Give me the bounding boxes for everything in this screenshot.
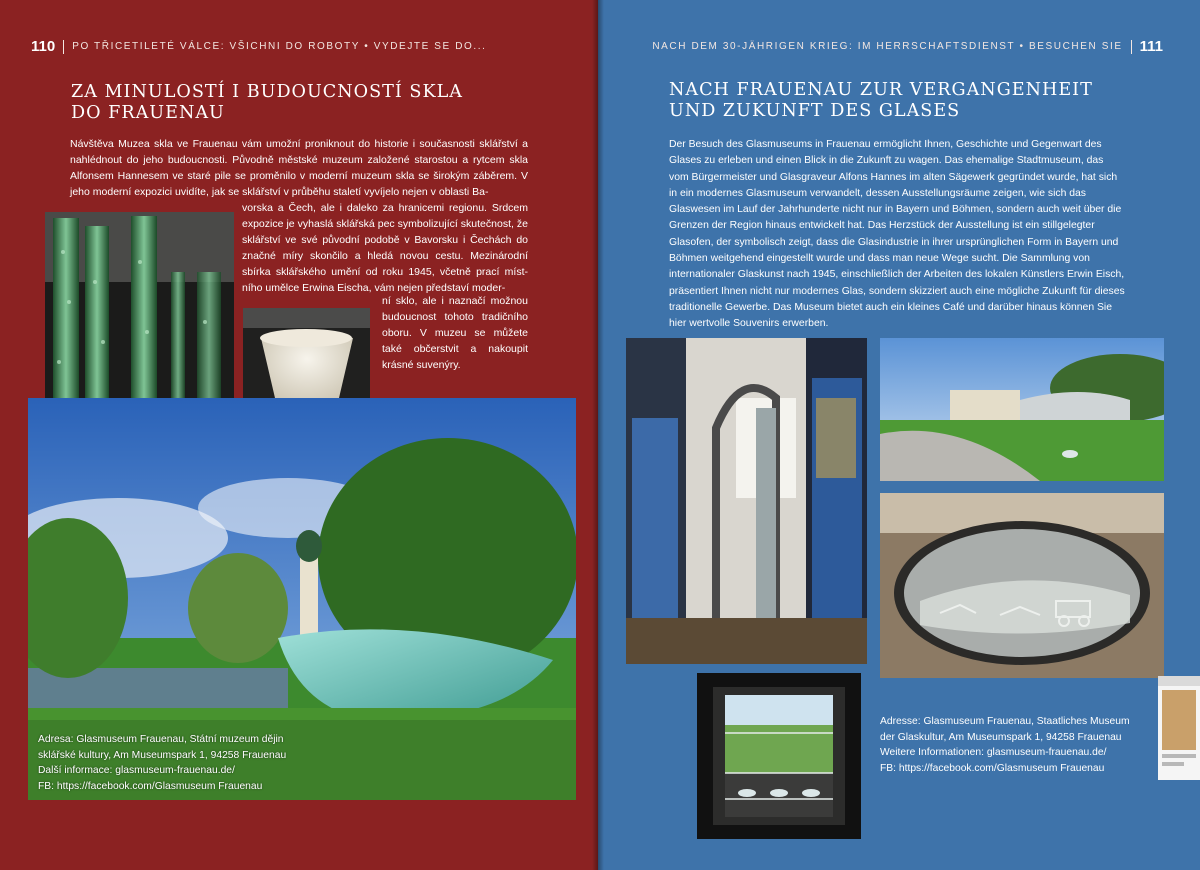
caption-line: FB: https://facebook.com/Glasmuseum Frauenau (38, 781, 263, 793)
right-running-head-text: NACH DEM 30-JÄHRIGEN KRIEG: IM HERRSCHAFTSDIENST • BESUCHEN SIE (652, 41, 1123, 52)
left-running-head-text: PO TŘICETILETÉ VÁLCE: VŠICHNI DO ROBOTY • VYDEJTE SE DO... (72, 41, 487, 52)
left-running-head (31, 38, 487, 55)
museum-exterior-photo (880, 338, 1164, 481)
left-page-title (71, 82, 463, 124)
left-title-line-2: DO FRAUENAU (71, 103, 225, 123)
right-title-line-1: NACH FRAUENAU ZUR VERGANGENHEIT (669, 80, 1093, 100)
left-body-paragraph-part-1: Návštěva Muzea skla ve Frauenau vám umožní proniknout do historie i současnosti sklářství a nahlédnout do jeho budoucnosti. Původně městské muzeum založené starostou a rytcem skla Alfonsem Hannesem ve staré pile se proměnilo v moderní muzeum skla se širokým záběrem. V jeho moderní expozici uvidíte, jak se sklářství v průběhu staletí vyvíjelo nejen v oblasti Ba- (70, 138, 528, 198)
left-title-line-1: ZA MINULOSTÍ I BUDOUCNOSTÍ SKLA (71, 82, 463, 102)
right-title-line-2: UND ZUKUNFT DES GLASES (669, 101, 961, 121)
right-body-paragraph: Der Besuch des Glasmuseums in Frauenau ermöglicht Ihnen, Geschichte und Gegenwart des Glases zu erleben und einen Blick in die Zukunft zu wagen. Das ehemalige Stadtmuseum, das vom Bürgermeister und Glasgraveur Alfons Hannes im alten Sägewerk gegründet wurde, hat sich in ein modernes Glasmuseum verwandelt, dessen Ausstellungsräume zeigen, wie sich das Glaswesen im Lauf der Jahrhunderte nicht nur in Bayern und Böhmen, sondern auch weit über die Grenzen der Region hinaus entwickelt hat. Das Herzstück der Ausstellung ist ein stillgelegter Glasofen, der symbolisch zeigt, dass die Glasindustrie in ihrer ursprünglichen Form in Bayern und Böhmen weitgehend eingestellt wurde und dass man neue Wege sucht. Die Sammlung von internationaler Glaskunst nach 1945, einschließlich der Arbeiten des lokalen Künstlers Erwin Eisch, präsentiert Ihnen nicht nur modernes Glas, sondern skizziert auch eine mögliche Zukunft für dieses traditionelle Gewerbe. Das Museum bietet auch ein kleines Café und darüber hinaus können Sie hier wertvolle Souvenirs erwerben. (669, 139, 1125, 330)
museum-interior-photo (626, 338, 867, 664)
left-body-paragraph-part-3: ní sklo, ale i naznačí možnou budoucnost tohoto tradičního oboru. V muzeu se můžete také občerstvit a nakoupit krásné suvenýry. (382, 295, 528, 371)
right-page-title (669, 80, 1093, 122)
caption-line: Adresse: Glasmuseum Frauenau, Staatliches Museum (880, 716, 1130, 727)
left-address-caption (38, 732, 308, 795)
overlay-window-thumbnail (1158, 676, 1200, 780)
left-page-number: 110 (31, 38, 56, 55)
right-page (598, 0, 1200, 870)
caption-line: sklářské kultury, Am Museumspark 1, 94258 Frauenau (38, 749, 287, 761)
caption-line: der Glaskultur, Am Museumspark 1, 94258 Frauenau (880, 731, 1122, 743)
caption-line: Weitere Informationen: glasmuseum-frauenau.de/ (880, 747, 1107, 759)
right-running-head (652, 38, 1163, 55)
left-page (0, 0, 598, 870)
display-cabinet-photo (697, 673, 861, 839)
running-head-divider (1131, 40, 1132, 54)
running-head-divider (63, 40, 64, 54)
right-page-number: 111 (1139, 38, 1163, 55)
engraved-glass-photo (880, 493, 1164, 678)
caption-line: FB: https://facebook.com/Glasmuseum Frauenau (880, 763, 1105, 775)
right-address-caption (880, 714, 1140, 777)
left-body-paragraph-part-2: vorska a Čech, ale i daleko za hranicemi regionu. Srdcem expozice je vyhaslá sklářská pec symbolizující skutečnost, že sklářství ve své původní podobě v Bavorsku i Čechách do značné míry skončilo a hledá novou cestu. Mezinárodní sbírka sklářského umění od roku 1945, včetně prací míst-ního umělce Erwina Eischa, vám nejen představí moder- (242, 202, 528, 294)
book-gutter (592, 0, 604, 870)
caption-line: Adresa: Glasmuseum Frauenau, Státní muzeum dějin (38, 734, 284, 745)
caption-line: Další informace: glasmuseum-frauenau.de/ (38, 765, 235, 777)
